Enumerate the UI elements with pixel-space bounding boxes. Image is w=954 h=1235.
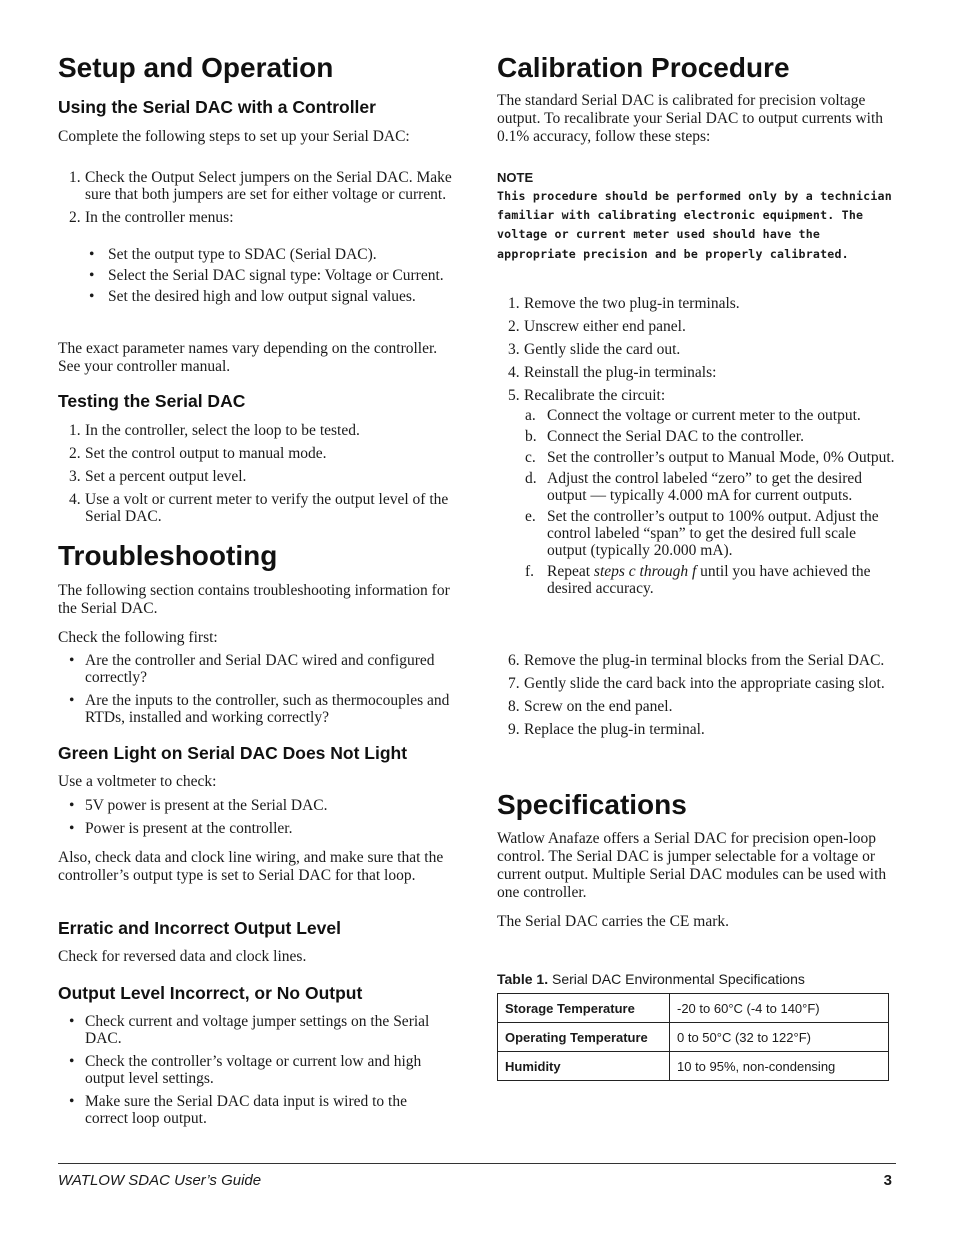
list-item: e. Set the controller’s output to 100% output. Adjust the control labeled “span” to get the desired full scale output (typically 20.000 mA). (525, 508, 879, 559)
list-item: • Make sure the Serial DAC data input is wired to the correct loop output. (69, 1093, 407, 1127)
list-item: 5. Recalibrate the circuit: (508, 387, 666, 404)
note-heading: NOTE (497, 170, 534, 185)
list-item: 2. Set the control output to manual mode. (69, 445, 327, 462)
list-item: • Check the controller’s voltage or current low and high output level settings. (69, 1053, 422, 1087)
list-item: 1. Check the Output Select jumpers on the Serial DAC. Make sure that both jumpers are set for either voltage or current. (69, 169, 452, 203)
first-bullets (58, 652, 453, 726)
nooutput-heading: Output Level Incorrect, or No Output (58, 983, 363, 1003)
list-item: • Select the Serial DAC signal type: Voltage or Current. (89, 267, 444, 284)
specs-table (497, 993, 889, 1081)
table-cell-value: 10 to 95%, non-condensing (670, 1052, 889, 1081)
list-item: • Are the controller and Serial DAC wired and configured correctly? (69, 652, 435, 686)
list-item: 6. Remove the plug-in terminal blocks from the Serial DAC. (508, 652, 885, 669)
list-item: • 5V power is present at the Serial DAC. (69, 797, 328, 814)
erratic-text: Check for reversed data and clock lines. (58, 948, 307, 965)
list-item: • Set the desired high and low output signal values. (89, 288, 416, 305)
page-number: 3 (883, 1172, 892, 1189)
calibration-steps (497, 295, 897, 404)
table-cell-key: Humidity (498, 1052, 670, 1081)
testing-steps (58, 422, 453, 525)
specs-para-2: The Serial DAC carries the CE mark. (497, 913, 729, 930)
list-item: 8. Screw on the end panel. (508, 698, 673, 715)
list-item: 1. Remove the two plug-in terminals. (508, 295, 740, 312)
list-item: • Check current and voltage jumper settings on the Serial DAC. (69, 1013, 430, 1047)
setup-bullets (58, 246, 453, 305)
calibration-substeps (497, 407, 897, 597)
list-item: a. Connect the voltage or current meter to the output. (525, 407, 861, 424)
green-after: Also, check data and clock line wiring, and make sure that the controller’s output type is set to Serial DAC for that loop. (58, 849, 444, 884)
list-item: 4. Reinstall the plug-in terminals: (508, 364, 717, 381)
check-first: Check the following first: (58, 629, 218, 646)
list-item: 9. Replace the plug-in terminal. (508, 721, 705, 738)
table-row (498, 994, 889, 1023)
list-item: 7. Gently slide the card back into the appropriate casing slot. (508, 675, 885, 692)
list-item: 2. Unscrew either end panel. (508, 318, 686, 335)
table-cell-key: Operating Temperature (498, 1023, 670, 1052)
list-item: f. Repeat steps c through f until you have achieved the desired accuracy. (525, 563, 871, 597)
list-item: 2. In the controller menus: (69, 209, 234, 226)
green-intro: Use a voltmeter to check: (58, 773, 217, 790)
erratic-heading: Erratic and Incorrect Output Level (58, 918, 341, 938)
table-row (498, 1052, 889, 1081)
table-caption: Table 1. Serial DAC Environmental Specifications (497, 971, 805, 987)
setup-after: The exact parameter names vary depending on the controller. See your controller manual. (58, 340, 438, 375)
calibration-title: Calibration Procedure (497, 52, 790, 83)
setup-intro: Complete the following steps to set up your Serial DAC: (58, 128, 410, 145)
list-item: d. Adjust the control labeled “zero” to get the desired output — typically 4.000 mA for current outputs. (525, 470, 863, 504)
calibration-steps-late (497, 652, 897, 738)
note-text: This procedure should be performed only by a technician familiar with calibrating electronic equipment. The voltage or current meter used should have the appropriate precision and be properly calibrated. (497, 189, 892, 261)
list-item: b. Connect the Serial DAC to the controller. (525, 428, 804, 445)
footer-rule (58, 1163, 896, 1164)
troubleshooting-title: Troubleshooting (58, 540, 278, 571)
list-item: • Set the output type to SDAC (Serial DAC). (89, 246, 377, 263)
calibration-intro: The standard Serial DAC is calibrated for precision voltage output. To recalibrate your Serial DAC to output currents with 0.1% accuracy, follow these steps: (497, 92, 884, 145)
list-item: 1. In the controller, select the loop to be tested. (69, 422, 360, 439)
table-cell-value: -20 to 60°C (-4 to 140°F) (670, 994, 889, 1023)
green-heading: Green Light on Serial DAC Does Not Light (58, 743, 408, 763)
table-cell-key: Storage Temperature (498, 994, 670, 1023)
troubleshooting-intro: The following section contains troubleshooting information for the Serial DAC. (58, 582, 450, 617)
setup-title: Setup and Operation (58, 52, 334, 83)
list-item: 3. Gently slide the card out. (508, 341, 681, 358)
list-item: c. Set the controller’s output to Manual Mode, 0% Output. (525, 449, 895, 466)
specifications-title: Specifications (497, 789, 687, 820)
list-item: 4. Use a volt or current meter to verify the output level of the Serial DAC. (69, 491, 449, 525)
list-item: • Power is present at the controller. (69, 820, 293, 837)
nooutput-bullets (58, 1013, 453, 1127)
green-bullets (58, 797, 453, 837)
list-item: 3. Set a percent output level. (69, 468, 247, 485)
table-cell-value: 0 to 50°C (32 to 122°F) (670, 1023, 889, 1052)
using-heading: Using the Serial DAC with a Controller (58, 97, 376, 117)
table-row (498, 1023, 889, 1052)
footer-guide-title: WATLOW SDAC User’s Guide (58, 1172, 262, 1189)
specs-para-1: Watlow Anafaze offers a Serial DAC for precision open-loop control. The Serial DAC is jumper selectable for a voltage or current output. Multiple Serial DAC modules can be used with one controller. (497, 830, 887, 901)
testing-heading: Testing the Serial DAC (58, 391, 246, 411)
setup-steps (58, 169, 453, 226)
list-item: • Are the inputs to the controller, such as thermocouples and RTDs, installed and working correctly? (69, 692, 450, 726)
